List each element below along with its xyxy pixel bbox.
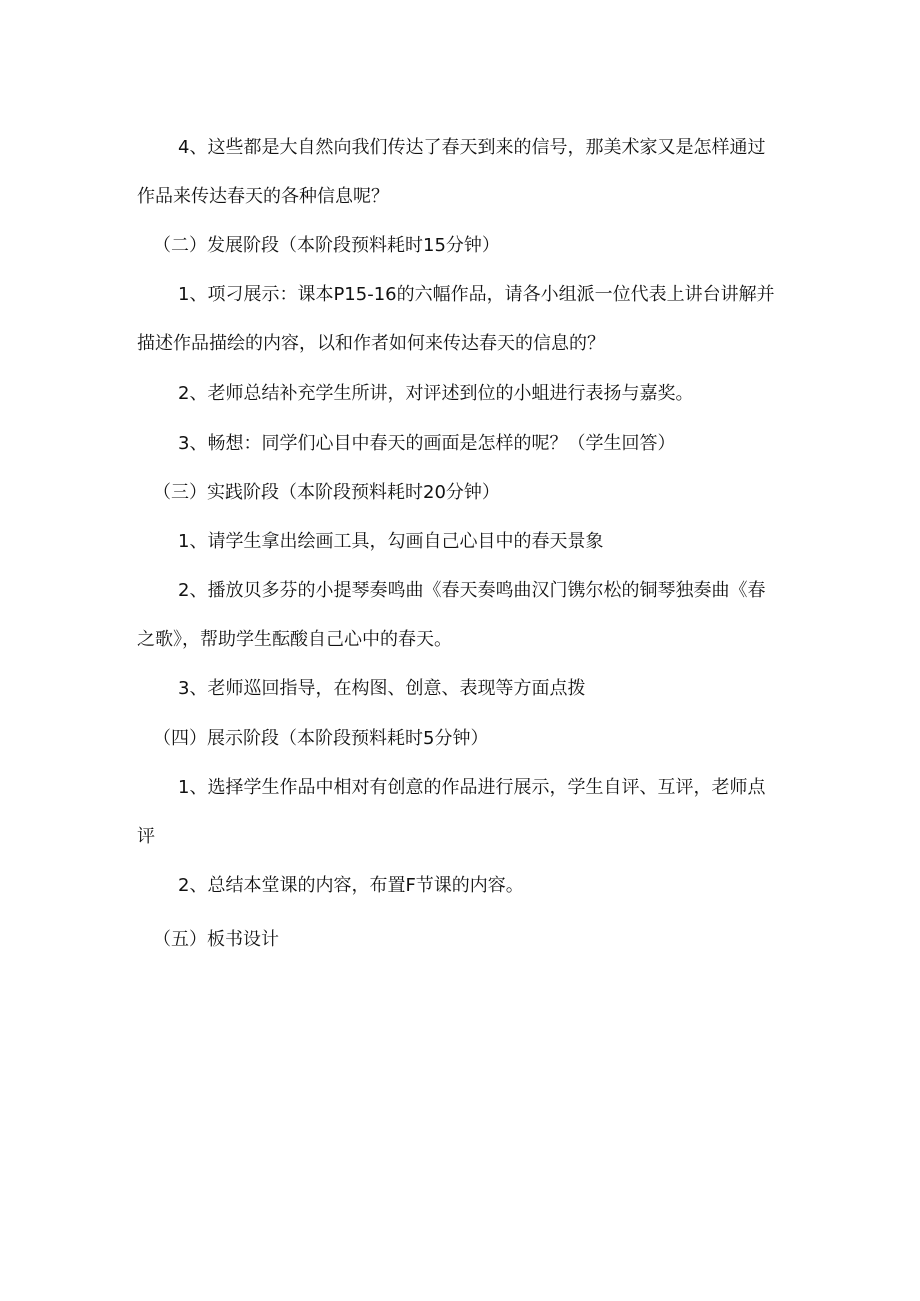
paragraph-practice-step-1: 1、请学生拿出绘画工具，勾画自己心目中的春天景象 bbox=[178, 531, 604, 552]
paragraph-display-step-1: 1、选择学生作品中相对有创意的作品进行展示，学生自评、互评，老师点 bbox=[178, 777, 766, 798]
paragraph-step-4: 4、这些都是大自然向我们传达了春天到来的信号，那美术家又是怎样通过 bbox=[178, 137, 766, 158]
paragraph-practice-step-3: 3、老师巡回指导，在构图、创意、表现等方面点拨 bbox=[178, 678, 586, 699]
section-heading-practice: （三）实践阶段（本阶段预料耗时20分钟） bbox=[153, 482, 500, 503]
paragraph-practice-step-2-continued: 之歌》，帮助学生酝酸自己心中的春天。 bbox=[137, 629, 452, 650]
paragraph-dev-step-1: 1、项刁展示：课本P15-16的六幅作品，请各小组派一位代表上讲台讲解并 bbox=[178, 284, 775, 305]
paragraph-dev-step-2: 2、老师总结补充学生所讲，对评述到位的小蛆进行表扬与嘉奖。 bbox=[178, 383, 694, 404]
paragraph-display-step-1-continued: 评 bbox=[137, 826, 155, 847]
paragraph-dev-step-1-continued: 描述作品描绘的内容，以和作者如何来传达春天的信息的？ bbox=[137, 333, 605, 354]
paragraph-practice-step-2: 2、播放贝多芬的小提琴奏鸣曲《春天奏鸣曲汉门镌尔松的铜琴独奏曲《春 bbox=[178, 580, 766, 601]
paragraph-dev-step-3: 3、畅想：同学们心目中春天的画面是怎样的呢？（学生回答） bbox=[178, 433, 676, 454]
paragraph-step-4-continued: 作品来传达春天的各种信息呢？ bbox=[137, 186, 389, 207]
section-heading-development: （二）发展阶段（本阶段预料耗时15分钟） bbox=[153, 235, 500, 256]
paragraph-display-step-2: 2、总结本堂课的内容，布置F节课的内容。 bbox=[178, 875, 524, 896]
section-heading-display: （四）展示阶段（本阶段预料耗时5分钟） bbox=[153, 728, 489, 749]
section-heading-board-design: （五）板书设计 bbox=[153, 929, 279, 950]
